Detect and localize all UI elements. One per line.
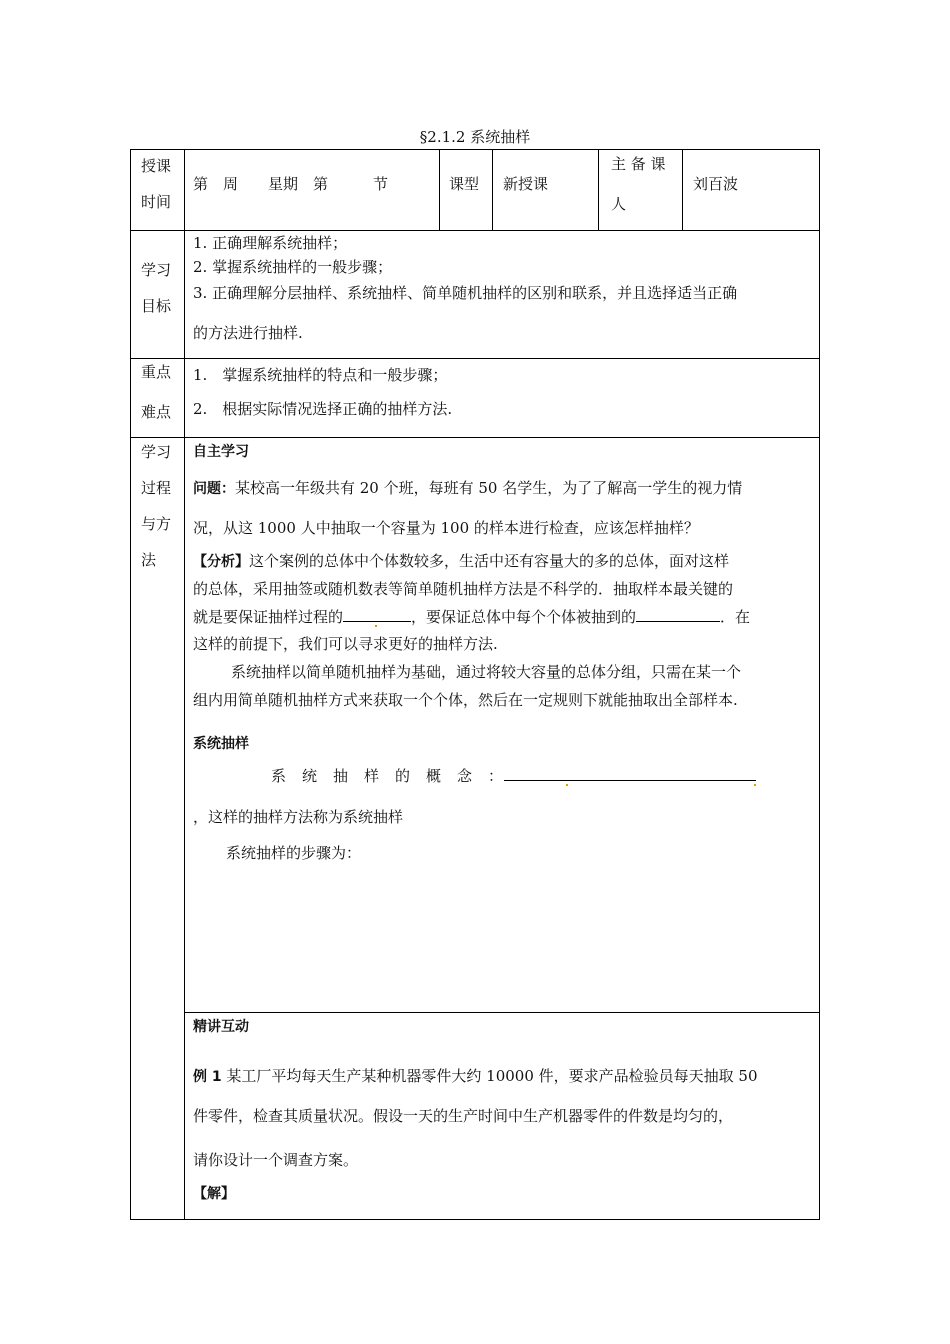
key-points-label: 重点: [141, 363, 172, 381]
objective-item: 3. 正确理解分层抽样、系统抽样、简单随机抽样的区别和联系，并且选择适当正确: [193, 284, 738, 302]
lesson-plan-table: [130, 149, 820, 1220]
analysis-line: [193, 607, 750, 627]
question-text: 某校高一年级共有 20 个班，每班有 50 名学生，为了了解高一学生的视力情: [235, 479, 743, 497]
question-line: [193, 478, 742, 499]
process-label: 过程: [141, 479, 172, 497]
interaction-heading: 精讲互动: [193, 1019, 249, 1035]
question-line: 况，从这 1000 人中抽取一个容量为 100 的样本进行检查，应该怎样抽样？: [193, 519, 699, 537]
row-divider: [131, 230, 819, 231]
preparer-label: 人: [611, 195, 627, 213]
objectives-label: 学习: [141, 261, 172, 279]
column-divider: [492, 150, 493, 230]
solution-label: 【解】: [193, 1186, 235, 1202]
systematic-sampling-heading: 系统抽样: [193, 736, 249, 752]
analysis-line: 的总体，采用抽签或随机数表等简单随机抽样方法是不科学的．抽取样本最关键的: [193, 580, 734, 598]
example-text: 某工厂平均每天生产某种机器零件大约 10000 件，要求产品检验员每天抽取 50: [221, 1067, 758, 1085]
preparer-value: 刘百波: [693, 175, 739, 193]
preparer-label: 主 备 课: [611, 155, 666, 173]
column-divider: [682, 150, 683, 230]
row-divider: [131, 437, 819, 438]
dot-mark: [566, 784, 568, 786]
dot-mark: [754, 784, 756, 786]
paragraph-line: 组内用简单随机抽样方式来获取一个个体，然后在一定规则下就能抽取出全部样本.: [193, 691, 738, 709]
class-time-value: 第 周 星期 第 节: [193, 175, 389, 193]
question-label: 问题：: [193, 481, 235, 497]
analysis-text: ．在: [720, 608, 751, 626]
analysis-line: [193, 551, 729, 572]
lesson-type-label: 课型: [449, 175, 480, 193]
concept-line: [271, 766, 756, 786]
page-title: §2.1.2 系统抽样: [419, 128, 531, 146]
analysis-text: 这个案例的总体中个体数较多，生活中还有容量大的多的总体，面对这样: [249, 552, 730, 570]
time-label: 时间: [141, 193, 172, 211]
analysis-text: 就是要保证抽样过程的: [193, 608, 344, 626]
example-label: 例 1: [193, 1069, 222, 1085]
self-study-heading: 自主学习: [193, 444, 249, 460]
example-line: [193, 1066, 758, 1087]
key-point-item: 1. 掌握系统抽样的特点和一般步骤；: [193, 366, 448, 384]
objective-item: 1. 正确理解系统抽样；: [193, 234, 348, 252]
lesson-type-value: 新授课: [503, 175, 549, 193]
steps-label: 系统抽样的步骤为：: [226, 844, 362, 862]
process-label: 学习: [141, 443, 172, 461]
row-divider: [131, 358, 819, 359]
analysis-label: 【分析】: [193, 554, 249, 570]
concept-label: 系 统 抽 样 的 概 念 ：: [271, 767, 504, 785]
column-divider: [439, 150, 440, 230]
process-label: 法: [141, 551, 157, 569]
time-label: 授课: [141, 157, 172, 175]
analysis-text: ，要保证总体中每个个体被抽到的: [411, 608, 637, 626]
fill-blank[interactable]: [343, 607, 411, 622]
column-divider: [184, 150, 185, 1219]
analysis-line: 这样的前提下，我们可以寻求更好的抽样方法.: [193, 635, 498, 653]
example-line: 请你设计一个调查方案。: [193, 1151, 359, 1169]
key-point-item: 2. 根据实际情况选择正确的抽样方法.: [193, 400, 453, 418]
process-label: 与方: [141, 515, 172, 533]
objective-item: 2. 掌握系统抽样的一般步骤；: [193, 258, 393, 276]
objective-item: 的方法进行抽样.: [193, 324, 303, 342]
objectives-label: 目标: [141, 297, 172, 315]
column-divider: [598, 150, 599, 230]
key-points-label: 难点: [141, 403, 172, 421]
paragraph-line: 系统抽样以简单随机抽样为基础，通过将较大容量的总体分组，只需在某一个: [231, 663, 742, 681]
example-line: 件零件，检查其质量状况。假设一天的生产时间中生产机器零件的件数是均匀的，: [193, 1107, 734, 1125]
row-divider: [184, 1012, 819, 1013]
fill-blank[interactable]: [636, 607, 720, 622]
fill-blank[interactable]: [504, 766, 756, 781]
dot-mark: [375, 625, 377, 627]
concept-tail: ，这样的抽样方法称为系统抽样: [193, 808, 404, 826]
